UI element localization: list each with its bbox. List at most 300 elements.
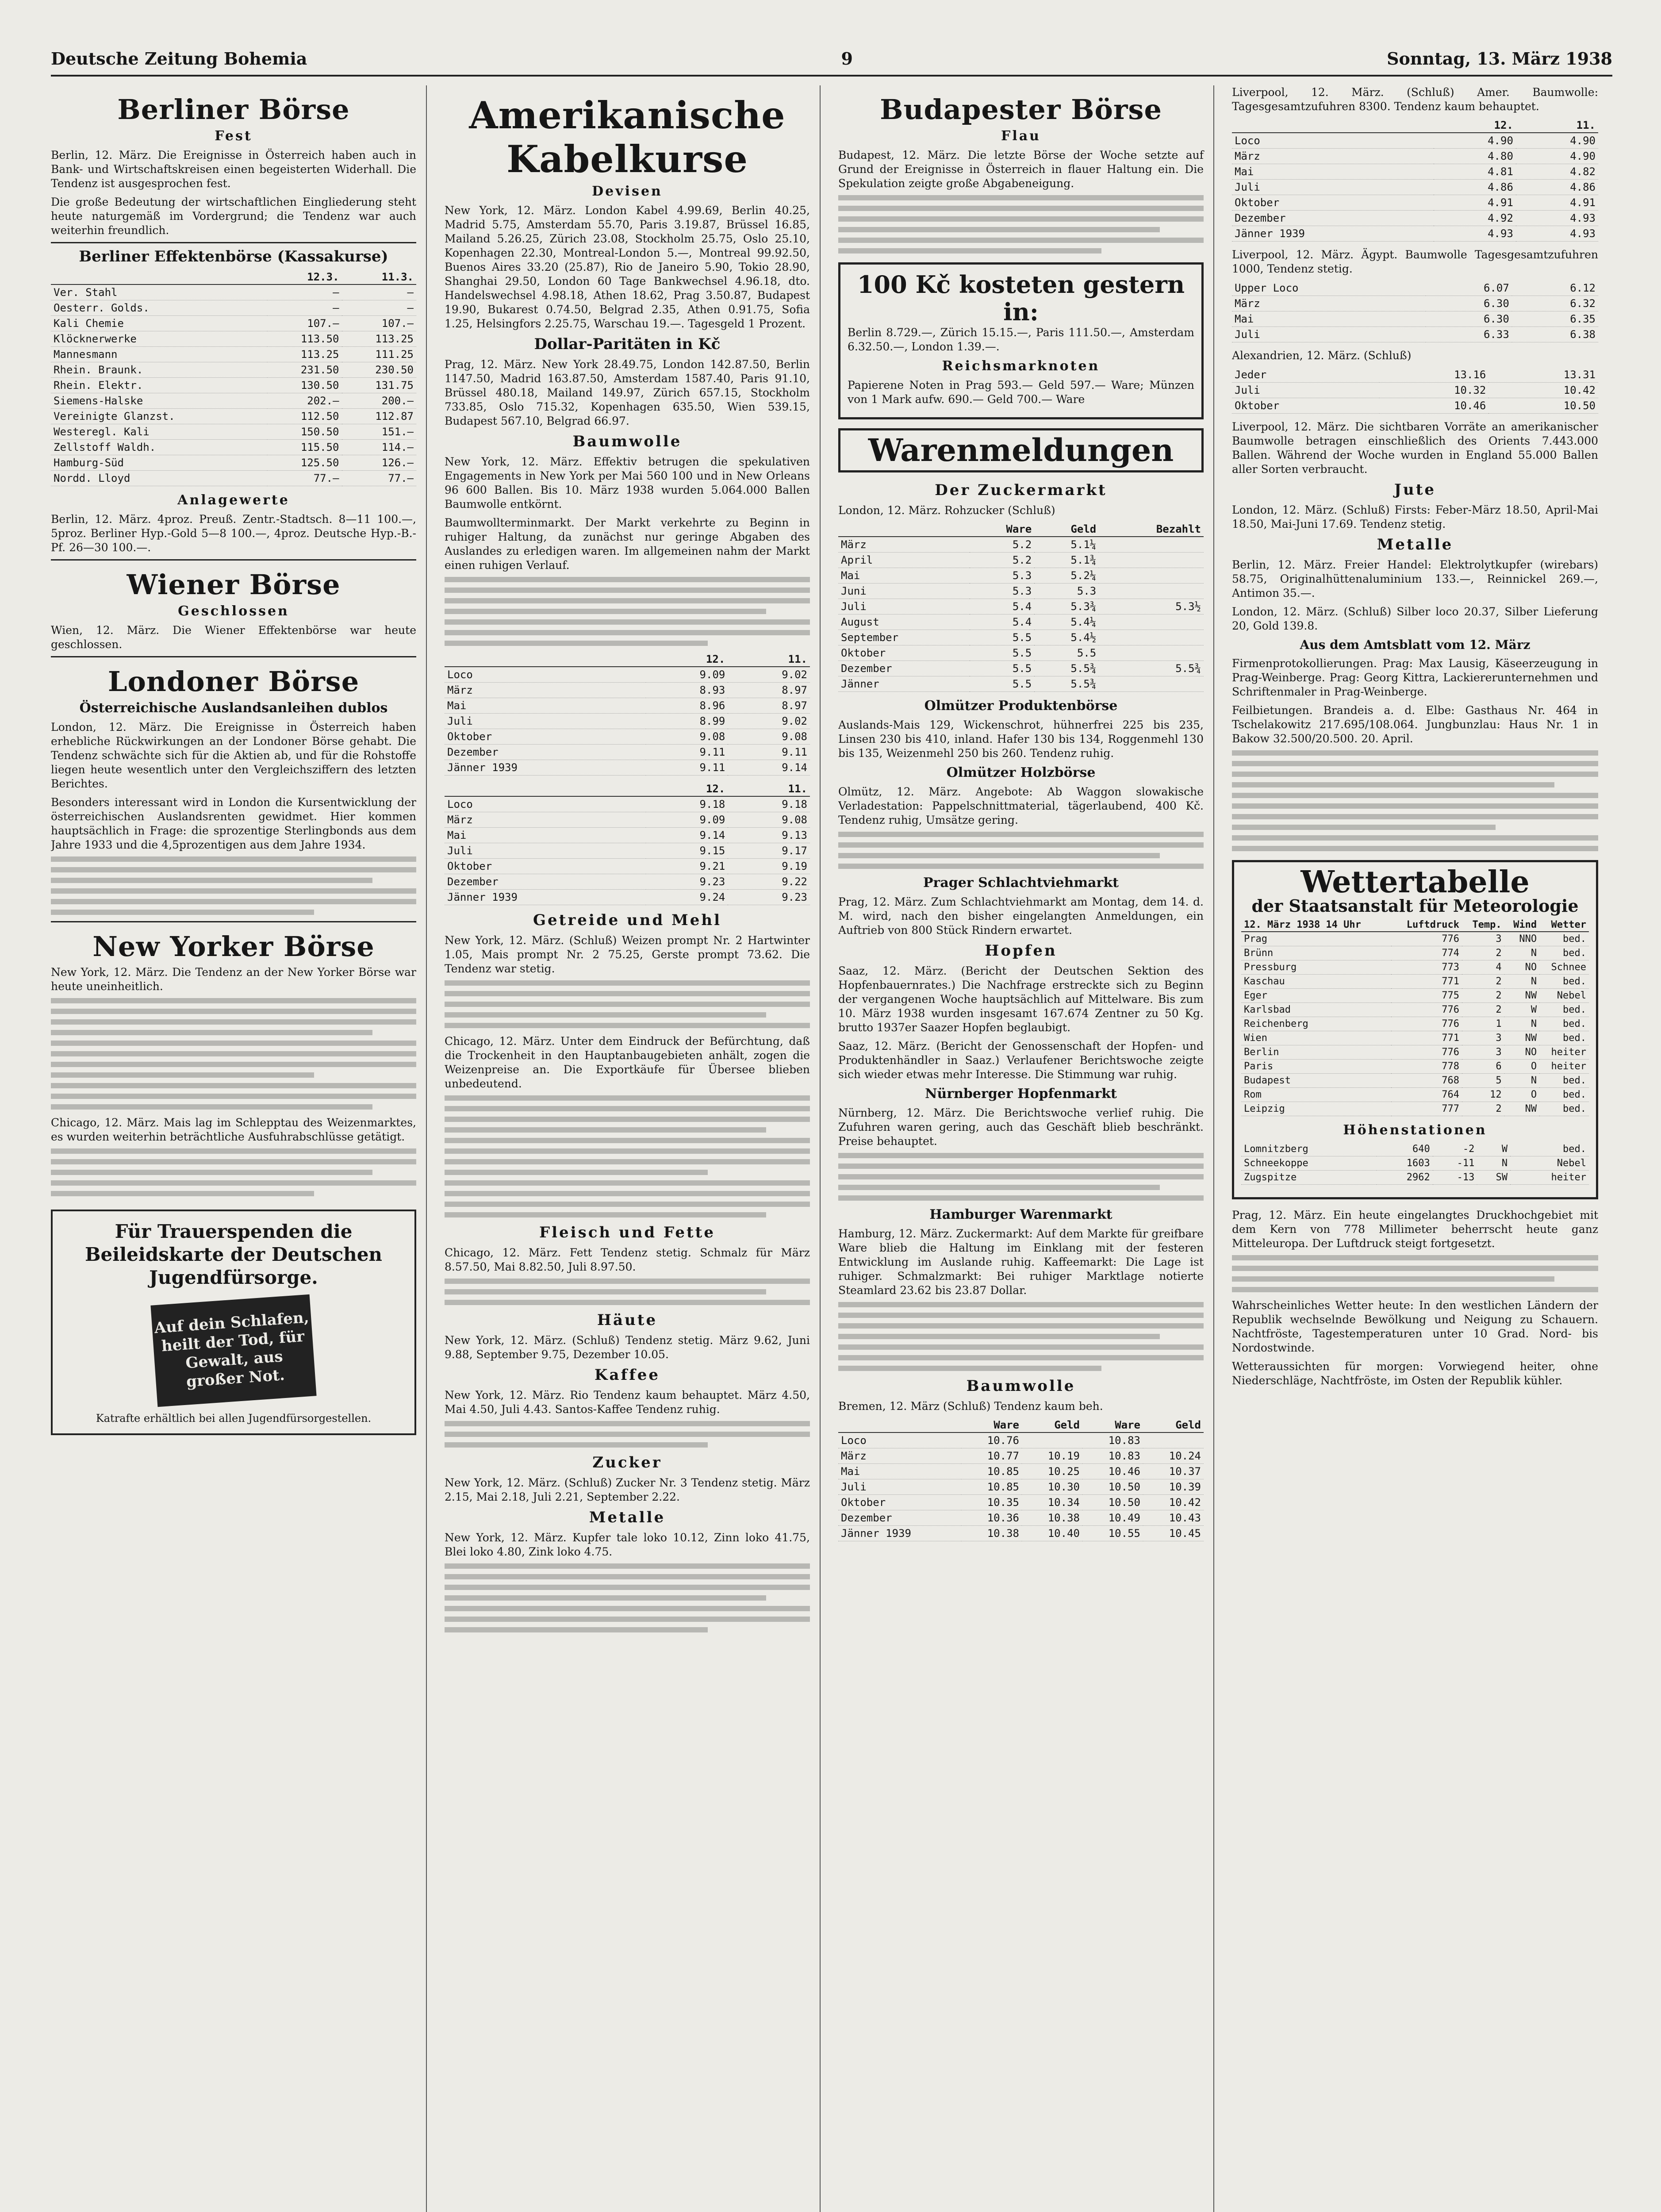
table-cell xyxy=(1099,676,1204,692)
berlin-text: Berlin, 12. März. Die Ereignisse in Österreich haben auch in Bank- und Wirtschaftskreisen einen begeisterten Widerhall. Die Tendenz ist ausgesprochen fest. xyxy=(51,149,416,190)
table-row xyxy=(1241,960,1589,975)
table-cell: 10.40 xyxy=(1022,1526,1082,1541)
page-number: 9 xyxy=(841,49,853,69)
wetter-title: Wettertabelle xyxy=(1300,864,1530,900)
table-cell: Mai xyxy=(1232,164,1434,180)
table-cell: 13.16 xyxy=(1379,367,1489,383)
table-row xyxy=(51,316,416,331)
fleisch-text: Chicago, 12. März. Fett Tendenz stetig. Schmalz für März 8.57.50, Mai 8.82.50, Juli 8.97.50. xyxy=(445,1246,810,1273)
table-cell: Brünn xyxy=(1241,946,1391,960)
table-cell: 10.83 xyxy=(1082,1432,1143,1448)
column-1 xyxy=(51,85,427,2212)
wetter-table xyxy=(1241,918,1589,1116)
chicago-text: Chicago, 12. März. Mais lag im Schlepptau des Weizenmarktes, es wurden weiterhin beträchtliche Ausfuhrabschlüsse getätigt. xyxy=(51,1116,416,1143)
table-row xyxy=(838,645,1204,661)
table-row xyxy=(1232,180,1598,195)
wetter-box xyxy=(1232,860,1598,1199)
table-cell: 4.93 xyxy=(1434,226,1516,242)
ad-card: Auf dein Schlafen, heilt der Tod, für Gewalt, aus großer Not. xyxy=(150,1294,316,1407)
table-cell: Dezember xyxy=(838,1510,961,1526)
table-cell: 12 xyxy=(1462,1088,1504,1102)
haeute-title: Häute xyxy=(597,1311,658,1329)
table-row xyxy=(1241,1171,1589,1185)
hopfen-text-2: Saaz, 12. März. (Bericht der Genossenschaft der Hopfen- und Produktenhändler in Saaz.) Verlaufener Berichtswoche zeigte sich wieder etwas mehr Interesse. Die Stimmung war ruhig. xyxy=(838,1040,1204,1081)
table-cell: 202.— xyxy=(267,393,341,409)
table-cell: 151.— xyxy=(342,424,416,440)
table-row xyxy=(1232,280,1598,296)
table-cell: NW xyxy=(1504,1031,1539,1045)
table-row xyxy=(51,424,416,440)
table-header-cell: 11.3. xyxy=(342,270,416,284)
waren-box xyxy=(838,428,1204,472)
table-cell: 10.50 xyxy=(1082,1495,1143,1510)
table-cell: — xyxy=(342,284,416,300)
table-cell: 8.99 xyxy=(646,714,728,729)
table-cell: Loco xyxy=(1232,133,1434,149)
table-cell: 4.92 xyxy=(1434,211,1516,226)
table-cell: Eger xyxy=(1241,989,1391,1003)
table-header-cell: Wind xyxy=(1504,918,1539,932)
prognose-text: Prag, 12. März. Ein heute eingelangtes Druckhochgebiet mit dem Kern von 778 Millimeter beherrscht heute ganz Mitteleuropa. Der Luftdruck steigt fortgesetzt. xyxy=(1232,1209,1598,1250)
table-cell: heiter xyxy=(1539,1060,1589,1074)
table-cell: 77.— xyxy=(267,471,341,486)
table-cell: 9.08 xyxy=(646,729,728,745)
table-row xyxy=(445,714,810,729)
text-lines-6 xyxy=(445,1095,810,1217)
getreide-text-2: Chicago, 12. März. Unter dem Eindruck der Befürchtung, daß die Trockenheit in den Hauptanbaugebieten anhält, zogen die Weizenpreise an. Die Exportkäufe für Übersee blieben unbedeutend. xyxy=(445,1035,810,1090)
kc-title: 100 Kč kosteten gestern in: xyxy=(857,270,1185,326)
table-header-cell: 12. xyxy=(646,652,728,667)
table-row xyxy=(445,729,810,745)
table-row xyxy=(1241,1003,1589,1017)
table-cell: NNO xyxy=(1504,932,1539,946)
table-cell: -11 xyxy=(1433,1156,1477,1171)
hopfen-text: Saaz, 12. März. (Bericht der Deutschen Sektion des Hopfenbauernrates.) Die Nachfrage erstreckte sich zu Beginn der vergangenen Woche hauptsächlich auf Mittelware. Bis zum 10. März 1938 wurden insgesamt 167.674 Zentner zu 50 Kg. brutto 1937er Saazer Hopfen beglaubigt. xyxy=(838,964,1204,1034)
table-cell: März xyxy=(1232,296,1426,311)
table-row xyxy=(1232,398,1598,414)
table-cell: 9.14 xyxy=(728,760,810,776)
table-cell: Oktober xyxy=(1232,398,1379,414)
column-layout xyxy=(51,85,1612,2212)
table-cell: 5.4¼ xyxy=(1034,614,1099,630)
table-cell: August xyxy=(838,614,970,630)
table-row xyxy=(51,284,416,300)
table-cell: 113.25 xyxy=(267,347,341,362)
amtsblatt-text: Firmenprotokollierungen. Prag: Max Lausig, Käseerzeugung in Prag-Weinberge. Prag: Georg Kittra, Lackiererunternehmen und Schriftenmaler in Prag-Weinberge. xyxy=(1232,657,1598,698)
table-cell: Vereinigte Glanzst. xyxy=(51,409,267,424)
table-row xyxy=(51,300,416,316)
table-cell: 10.37 xyxy=(1143,1464,1204,1479)
table-cell: 231.50 xyxy=(267,362,341,378)
text-lines-4 xyxy=(445,577,810,646)
table-cell: 4.80 xyxy=(1434,149,1516,164)
table-row xyxy=(1241,1017,1589,1031)
budapest-title: Budapester Börse xyxy=(880,93,1162,126)
metalle4-text-2: London, 12. März. (Schluß) Silber loco 20.37, Silber Lieferung 20, Gold 139.8. xyxy=(1232,605,1598,632)
table-cell: 8.97 xyxy=(728,698,810,714)
table-cell: 10.49 xyxy=(1082,1510,1143,1526)
table-cell: Mai xyxy=(445,698,646,714)
table-cell: 773 xyxy=(1391,960,1462,975)
amtsblatt-title: Aus dem Amtsblatt vom 12. März xyxy=(1300,637,1531,652)
table-cell: bed. xyxy=(1539,946,1589,960)
table-cell: 4.93 xyxy=(1516,211,1598,226)
table-cell: 764 xyxy=(1391,1088,1462,1102)
table-cell xyxy=(1099,568,1204,584)
table-row xyxy=(1232,149,1598,164)
table-cell: 10.25 xyxy=(1022,1464,1082,1479)
table-cell: 10.83 xyxy=(1082,1448,1143,1464)
table-cell: 5.4½ xyxy=(1034,630,1099,645)
anlage-text: Berlin, 12. März. 4proz. Preuß. Zentr.-Stadtsch. 8—11 100.—, 5proz. Berliner Hyp.-Gold 5—8 100.—, 4proz. Deutsche Hyp.-B.-Pf. 26—30 100.—. xyxy=(51,513,416,554)
jute-title: Jute xyxy=(1394,481,1436,499)
table-cell xyxy=(1099,553,1204,568)
zuckermarkt-title: Der Zuckermarkt xyxy=(935,481,1107,499)
table-cell: Upper Loco xyxy=(1232,280,1426,296)
table-cell: O xyxy=(1504,1060,1539,1074)
table-row xyxy=(1232,296,1598,311)
table-row xyxy=(838,599,1204,614)
table-cell: bed. xyxy=(1539,1031,1589,1045)
table-cell: bed. xyxy=(1539,1102,1589,1116)
london-title: Londoner Börse xyxy=(107,665,360,698)
table-row xyxy=(445,683,810,698)
table-row xyxy=(1232,195,1598,211)
table-row xyxy=(838,1479,1204,1495)
table-cell: heiter xyxy=(1510,1171,1589,1185)
table-row xyxy=(445,698,810,714)
table-cell: Reichenberg xyxy=(1241,1017,1391,1031)
table-row xyxy=(1232,226,1598,242)
table-cell: 4.90 xyxy=(1434,133,1516,149)
table-cell: 9.19 xyxy=(728,859,810,874)
table-cell: 9.24 xyxy=(646,890,728,905)
table-cell: Schnee xyxy=(1539,960,1589,975)
table-row xyxy=(1241,1060,1589,1074)
table-cell: O xyxy=(1504,1088,1539,1102)
table-cell: 9.02 xyxy=(728,714,810,729)
table-cell: Dezember xyxy=(838,661,970,676)
table-cell: 9.14 xyxy=(646,828,728,843)
table-cell: -13 xyxy=(1433,1171,1477,1185)
metalle4-text: Berlin, 12. März. Freier Handel: Elektrolytkupfer (wirebars) 58.75, Originalhüttenaluminium 133.—, Reinnickel 269.—, Antimon 35.—. xyxy=(1232,558,1598,599)
text-lines xyxy=(51,856,416,915)
table-cell: 776 xyxy=(1391,1045,1462,1060)
table-cell: W xyxy=(1477,1142,1510,1156)
table-cell: 5.3½ xyxy=(1099,599,1204,614)
london-text: London, 12. März. Die Ereignisse in Österreich haben erhebliche Rückwirkungen an der Londoner Börse gehabt. Die Tendenz schwächte sich für die Aktien ab, und für die Rohstoffe liegen heute wesentlich unter den Vergleichsziffern des letzten Berichtes. xyxy=(51,721,416,790)
table-cell: 5 xyxy=(1462,1074,1504,1088)
table-cell: 113.50 xyxy=(267,331,341,347)
table-cell: 1603 xyxy=(1377,1156,1432,1171)
table-header-cell: 12. xyxy=(646,782,728,796)
table-header-cell: 12. xyxy=(1434,118,1516,133)
table-row xyxy=(838,1495,1204,1510)
table-cell: 4.82 xyxy=(1516,164,1598,180)
table-row xyxy=(1241,1045,1589,1060)
table-cell: 9.18 xyxy=(728,796,810,812)
table-cell: 150.50 xyxy=(267,424,341,440)
table-cell: 10.38 xyxy=(961,1526,1022,1541)
table-row xyxy=(1241,932,1589,946)
text-lines-2 xyxy=(51,998,416,1110)
table-cell: 130.50 xyxy=(267,378,341,393)
table-cell: 9.13 xyxy=(728,828,810,843)
table-cell: Zugspitze xyxy=(1241,1171,1377,1185)
table-cell: 5.3¾ xyxy=(1034,599,1099,614)
table-cell: 8.93 xyxy=(646,683,728,698)
table-header-cell xyxy=(1232,118,1434,133)
table-cell: 10.85 xyxy=(961,1464,1022,1479)
table-cell: 4.81 xyxy=(1434,164,1516,180)
table-cell: Kali Chemie xyxy=(51,316,267,331)
table-cell: 107.— xyxy=(267,316,341,331)
table-cell: Mai xyxy=(838,1464,961,1479)
baumwolle-text-2: Baumwollterminmarkt. Der Markt verkehrte zu Beginn in ruhiger Haltung, da zunächst nur geringe Abgaben des Auslandes zu erledigen waren. Im allgemeinen nahm der Markt einen ruhigen Verlauf. xyxy=(445,516,810,572)
table-cell: 6.30 xyxy=(1426,311,1512,327)
table-cell: 10.77 xyxy=(961,1448,1022,1464)
table-cell: Dezember xyxy=(1232,211,1434,226)
table-cell: 778 xyxy=(1391,1060,1462,1074)
text-lines-5 xyxy=(445,980,810,1028)
table-cell: 4.91 xyxy=(1516,195,1598,211)
table-cell: 640 xyxy=(1377,1142,1432,1156)
table-header-cell xyxy=(838,522,970,537)
kabelkurse-title: Amerikanische Kabelkurse xyxy=(469,93,786,181)
table-cell: Nebel xyxy=(1510,1156,1589,1171)
liverpool2-table xyxy=(1232,280,1598,342)
table-cell: Loco xyxy=(445,796,646,812)
table-cell: 10.42 xyxy=(1488,383,1598,398)
table-cell: 10.32 xyxy=(1379,383,1489,398)
table-cell: NW xyxy=(1504,989,1539,1003)
table-cell: September xyxy=(838,630,970,645)
effekten-title: Berliner Effektenbörse (Kassakurse) xyxy=(79,248,388,265)
table-cell: 4.90 xyxy=(1516,133,1598,149)
table-row xyxy=(51,347,416,362)
kaffee-title: Kaffee xyxy=(594,1366,660,1384)
table-cell: Budapest xyxy=(1241,1074,1391,1088)
table-cell: 10.46 xyxy=(1379,398,1489,414)
table-header-cell: Ware xyxy=(1082,1418,1143,1432)
table-cell: 776 xyxy=(1391,932,1462,946)
table-cell: 2 xyxy=(1462,975,1504,989)
table-cell: Wien xyxy=(1241,1031,1391,1045)
reichsmark-text: Papierene Noten in Prag 593.— Geld 597.— Ware; Münzen von 1 Mark aufw. 690.— Geld 700.— Ware xyxy=(848,379,1194,406)
table-cell: 5.2 xyxy=(970,537,1034,553)
table-cell: 9.21 xyxy=(646,859,728,874)
table-cell: Karlsbad xyxy=(1241,1003,1391,1017)
table-cell: Oktober xyxy=(838,645,970,661)
table-cell: 10.76 xyxy=(961,1432,1022,1448)
table-cell: 775 xyxy=(1391,989,1462,1003)
table-cell: 771 xyxy=(1391,1031,1462,1045)
amtsblatt-text-2: Feilbietungen. Brandeis a. d. Elbe: Gasthaus Nr. 464 in Tschelakowitz 217.695/108.064. Jungbunzlau: Haus Nr. 1 in Bakow 32.500/20.500. 20. April. xyxy=(1232,704,1598,745)
table-cell: Jänner 1939 xyxy=(445,890,646,905)
table-cell: 9.23 xyxy=(728,890,810,905)
zucker-text: New York, 12. März. (Schluß) Zucker Nr. 3 Tendenz stetig. März 2.15, Mai 2.18, Juli 2.21, September 2.22. xyxy=(445,1476,810,1503)
table-row xyxy=(1232,211,1598,226)
table-cell: Nebel xyxy=(1539,989,1589,1003)
table-row xyxy=(838,661,1204,676)
table-cell: 2 xyxy=(1462,1102,1504,1116)
table-row xyxy=(445,745,810,760)
table-cell: 9.02 xyxy=(728,667,810,683)
text-lines-7 xyxy=(445,1279,810,1305)
prognose-text-2: Wahrscheinliches Wetter heute: In den westlichen Ländern der Republik wechselnde Bewölkung und Neigung zu Schauern. Nachtfröste, Tagestemperaturen unter 10 Grad. Nord- bis Nordostwinde. xyxy=(1232,1299,1598,1354)
table-cell xyxy=(1099,584,1204,599)
table-cell: Rom xyxy=(1241,1088,1391,1102)
table-cell: 771 xyxy=(1391,975,1462,989)
table-cell: N xyxy=(1504,946,1539,960)
table-header-cell: Temp. xyxy=(1462,918,1504,932)
fleisch-title: Fleisch und Fette xyxy=(539,1224,715,1241)
table-row xyxy=(51,362,416,378)
table-row xyxy=(1232,383,1598,398)
table-row xyxy=(445,796,810,812)
table-header-cell: Luftdruck xyxy=(1391,918,1462,932)
table-row xyxy=(445,874,810,890)
table-cell: Jänner 1939 xyxy=(838,1526,961,1541)
table-cell: 131.75 xyxy=(342,378,416,393)
budapest-sub: Flau xyxy=(1001,128,1041,144)
zucker-table xyxy=(838,522,1204,692)
table-cell: Hamburg-Süd xyxy=(51,455,267,471)
holz-title: Olmützer Holzbörse xyxy=(946,765,1096,780)
table-cell: 2 xyxy=(1462,1003,1504,1017)
ny-cotton-table xyxy=(445,652,810,776)
issue-date: Sonntag, 13. März 1938 xyxy=(1387,49,1612,69)
orleans-cotton-table xyxy=(445,782,810,905)
prognose-text-3: Wetteraussichten für morgen: Vorwiegend heiter, ohne Niederschläge, Nachtfröste, im Osten der Republik kühler. xyxy=(1232,1360,1598,1387)
table-cell: Loco xyxy=(445,667,646,683)
produkten-title: Olmützer Produktenbörse xyxy=(924,698,1118,714)
table-cell: 10.50 xyxy=(1488,398,1598,414)
table-row xyxy=(838,568,1204,584)
table-cell: 111.25 xyxy=(342,347,416,362)
table-cell: Schneekoppe xyxy=(1241,1156,1377,1171)
table-header-cell xyxy=(445,652,646,667)
table-cell: 6.35 xyxy=(1512,311,1598,327)
paritaeten-title: Dollar-Paritäten in Kč xyxy=(534,335,721,353)
table-cell: 107.— xyxy=(342,316,416,331)
metalle-text: New York, 12. März. Kupfer tale loko 10.12, Zinn loko 41.75, Blei loko 4.80, Zink loko 4.75. xyxy=(445,1531,810,1558)
table-cell: N xyxy=(1504,1017,1539,1031)
table-row xyxy=(838,1526,1204,1541)
text-lines-12 xyxy=(838,1153,1204,1201)
text-lines-8 xyxy=(445,1421,810,1448)
baumwolle-text: New York, 12. März. Effektiv betrugen die spekulativen Engagements in New York per Mai 560 100 und in New Orleans 96 600 Ballen. Bis 10. März 1938 wurden 5.064.000 Ballen Baumwolle entkörnt. xyxy=(445,455,810,511)
hopfenmarkt-title: Nürnberger Hopfenmarkt xyxy=(925,1086,1117,1102)
hoehen-table xyxy=(1241,1142,1589,1185)
table-cell: 3 xyxy=(1462,1031,1504,1045)
table-cell: 768 xyxy=(1391,1074,1462,1088)
table-cell: Oktober xyxy=(838,1495,961,1510)
masthead-left: Deutsche Zeitung Bohemia xyxy=(51,49,307,69)
table-cell: Jänner xyxy=(838,676,970,692)
london-sub: Österreichische Auslandsanleihen dublos xyxy=(79,700,388,716)
table-cell: 4.86 xyxy=(1434,180,1516,195)
table-cell: 6.07 xyxy=(1426,280,1512,296)
table-cell: bed. xyxy=(1539,975,1589,989)
table-cell: 5.5¾ xyxy=(1099,661,1204,676)
table-row xyxy=(1232,327,1598,342)
table-header-cell xyxy=(838,1418,961,1432)
london-text-2: Besonders interessant wird in London die Kursentwicklung der österreichischen Auslandsrenten gewidmet. Hier kommen hauptsächlich in Frage: die sprozentige Sterlingbonds aus dem Jahre 1933 und die 4,5prozentigen aus dem Jahre 1934. xyxy=(51,796,416,851)
table-cell: Juli xyxy=(445,843,646,859)
table-header-cell: Geld xyxy=(1034,522,1099,537)
table-row xyxy=(838,1510,1204,1526)
table-cell: Juli xyxy=(838,1479,961,1495)
metalle-title: Metalle xyxy=(589,1509,666,1526)
ny-title: New Yorker Börse xyxy=(92,930,375,963)
table-cell: 5.4 xyxy=(970,614,1034,630)
table-cell: März xyxy=(445,683,646,698)
table-cell: April xyxy=(838,553,970,568)
table-cell: Mannesmann xyxy=(51,347,267,362)
table-cell: N xyxy=(1477,1156,1510,1171)
table-row xyxy=(51,455,416,471)
table-cell: 5.4 xyxy=(970,599,1034,614)
table-cell: 6.12 xyxy=(1512,280,1598,296)
table-header-cell: Ware xyxy=(970,522,1034,537)
table-cell: 9.09 xyxy=(646,667,728,683)
table-cell: 5.1¼ xyxy=(1034,537,1099,553)
table-cell: Westeregl. Kali xyxy=(51,424,267,440)
table-cell: 4.86 xyxy=(1516,180,1598,195)
alex-title: Alexandrien, 12. März. (Schluß) xyxy=(1232,349,1412,362)
table-row xyxy=(51,440,416,455)
table-cell: 10.35 xyxy=(961,1495,1022,1510)
table-cell: 4.90 xyxy=(1516,149,1598,164)
table-cell: Dezember xyxy=(445,745,646,760)
table-cell: 5.5 xyxy=(970,676,1034,692)
table-header-cell: Ware xyxy=(961,1418,1022,1432)
table-cell: 4.93 xyxy=(1516,226,1598,242)
table-cell: Prag xyxy=(1241,932,1391,946)
table-cell: 9.08 xyxy=(728,812,810,828)
table-cell: 9.09 xyxy=(646,812,728,828)
table-cell xyxy=(1099,630,1204,645)
zuckermarkt-sub: London, 12. März. Rohzucker (Schluß) xyxy=(838,504,1055,517)
table-cell: 6.32 xyxy=(1512,296,1598,311)
table-cell: heiter xyxy=(1539,1045,1589,1060)
table-row xyxy=(445,828,810,843)
table-cell: 9.11 xyxy=(646,760,728,776)
table-row xyxy=(838,1464,1204,1479)
table-cell xyxy=(1099,614,1204,630)
table-row xyxy=(1241,989,1589,1003)
table-cell: März xyxy=(1232,149,1434,164)
produkten-text: Auslands-Mais 129, Wickenschrot, hühnerfrei 225 bis 235, Linsen 230 bis 410, inland. Hafer 130 bis 134, Roggenmehl 130 bis 135, Weizenmehl 250 bis 260. Tendenz ruhig. xyxy=(838,718,1204,760)
table-cell: 10.24 xyxy=(1143,1448,1204,1464)
table-cell: 5.5 xyxy=(1034,645,1099,661)
wien-title: Wiener Börse xyxy=(127,568,341,601)
table-cell: SW xyxy=(1477,1171,1510,1185)
hopfen-title: Hopfen xyxy=(985,942,1057,960)
table-cell: Rhein. Braunk. xyxy=(51,362,267,378)
table-cell xyxy=(1143,1432,1204,1448)
paritaeten-text: Prag, 12. März. New York 28.49.75, London 142.87.50, Berlin 1147.50, Madrid 163.87.50, Amsterdam 1587.40, Paris 91.10, Brüssel 480.18, Mailand 149.97, Zürich 657.15, Stockholm 733.85, Oslo 715.32, Kopenhagen 635.50, Wien 539.15, Budapest 567.10, Belgrad 66.97. xyxy=(445,358,810,427)
table-cell: 10.36 xyxy=(961,1510,1022,1526)
table-cell: bed. xyxy=(1539,1074,1589,1088)
table-cell: 3 xyxy=(1462,1045,1504,1060)
table-cell: 6.30 xyxy=(1426,296,1512,311)
table-cell: März xyxy=(838,537,970,553)
table-cell: 10.50 xyxy=(1082,1479,1143,1495)
table-cell: Mai xyxy=(1232,311,1426,327)
table-cell: 5.5 xyxy=(970,630,1034,645)
